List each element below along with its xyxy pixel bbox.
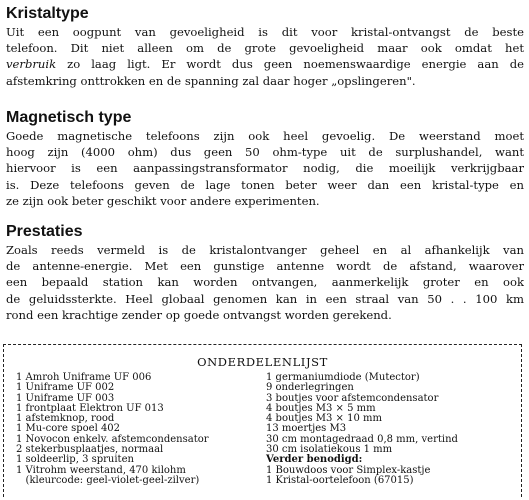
parts-list-item: 30 cm isolatiekous 1 mm <box>266 444 393 456</box>
parts-list-item: 1 Kristal-oortelefoon (67015) <box>266 474 414 486</box>
paragraph-line: de antenne-energie. Met een gunstige antenne wordt de afstand, waarover <box>6 259 524 274</box>
parts-list-item: 2 stekerbusplaatjes, normaal <box>16 444 164 456</box>
paragraph-line: Goede magnetische telefoons zijn ook heel gevoelig. De weerstand moet <box>6 129 524 143</box>
parts-list-item: 1 soldeerlip, 3 spruiten <box>16 454 134 466</box>
line-rest: zo laag ligt. Er wordt dus geen noemenswaardige energie aan de <box>56 57 524 72</box>
parts-list-item: 1 germaniumdiode (Mutector) <box>266 372 420 383</box>
parts-list-item: 1 Bouwdoos voor Simplex-kastje <box>266 464 431 476</box>
section-heading: Kristaltype <box>6 5 89 22</box>
section-paragraph <box>6 128 524 209</box>
parts-list-title: ONDERDELENLIJST <box>197 355 328 369</box>
parts-list-item: 1 afstemknop, rood <box>16 413 115 425</box>
paragraph-line: hoog zijn (4000 ohm) dus geen 50 ohm-type uit de surplushandel, want <box>6 145 524 160</box>
paragraph-line: is. Deze telefoons geven de lage tonen beter weer dan een kristal-type en <box>6 177 524 192</box>
parts-list-item: 4 boutjes M3 × 5 mm <box>266 402 376 414</box>
section-heading: Prestaties <box>6 223 83 240</box>
section-prestaties <box>6 222 524 323</box>
paragraph-line: afstemkring onttrokken en de spanning zal daar hoger „opslingeren". <box>6 73 416 88</box>
parts-list-item: 1 Amroh Uniframe UF 006 <box>16 372 152 383</box>
parts-list-item: (kleurcode: geel-violet-geel-zilver) <box>16 474 200 486</box>
paragraph-line: een bepaald station kan worden ontvangen, aanmerkelijk groter en ook <box>6 275 524 290</box>
paragraph-line <box>6 56 524 72</box>
paragraph-line: rond een krachtige zender op goede ontvangst worden gerekend. <box>6 307 392 322</box>
paragraph-line: de geluidssterkte. Heel globaal genomen kan in een straal van 50 . . 100 km <box>6 291 524 306</box>
parts-list-item: 9 onderlegringen <box>266 382 354 394</box>
parts-list-item: 30 cm montagedraad 0,8 mm, vertind <box>266 433 458 445</box>
paragraph-line: ze zijn ook beter geschikt voor andere experimenten. <box>6 193 320 208</box>
parts-list-left-column <box>16 373 266 486</box>
parts-list-item: 1 Mu-core spoel 402 <box>16 423 121 435</box>
parts-list-item: 1 Vitrohm weerstand, 470 kilohm <box>16 464 186 476</box>
section-magnetisch-type <box>6 108 524 209</box>
parts-list-item: 1 Uniframe UF 002 <box>16 382 115 394</box>
section-paragraph <box>6 24 524 89</box>
parts-list-item: 3 boutjes voor afstemcondensator <box>266 392 439 404</box>
parts-list-item: 1 Uniframe UF 003 <box>16 392 115 404</box>
parts-list-subheading: Verder benodigd: <box>266 454 363 466</box>
italic-word: verbruik <box>6 57 57 72</box>
parts-list-box <box>3 344 522 497</box>
parts-list-item: 1 frontplaat Elektron UF 013 <box>16 402 164 414</box>
parts-list-item: 1 Novocon enkelv. afstemcondensator <box>16 433 209 445</box>
paragraph-line: Uit een oogpunt van gevoeligheid is dit voor kristal-ontvangst de beste <box>6 25 524 39</box>
paragraph-line: hiervoor is een aanpassingstransformator nodig, die moeilijk verkrijgbaar <box>6 161 524 176</box>
section-paragraph <box>6 242 524 323</box>
section-kristaltype <box>6 4 524 89</box>
paragraph-line: telefoon. Dit niet alleen om de grote gevoeligheid maar ook omdat het <box>6 41 524 56</box>
parts-list-item: 13 moertjes M3 <box>266 423 347 435</box>
section-heading: Magnetisch type <box>6 109 132 126</box>
paragraph-line: Zoals reeds vermeld is de kristalontvanger geheel en al afhankelijk van <box>6 243 524 257</box>
parts-list-right-column <box>266 373 521 486</box>
parts-list-item: 4 boutjes M3 × 10 mm <box>266 413 382 425</box>
